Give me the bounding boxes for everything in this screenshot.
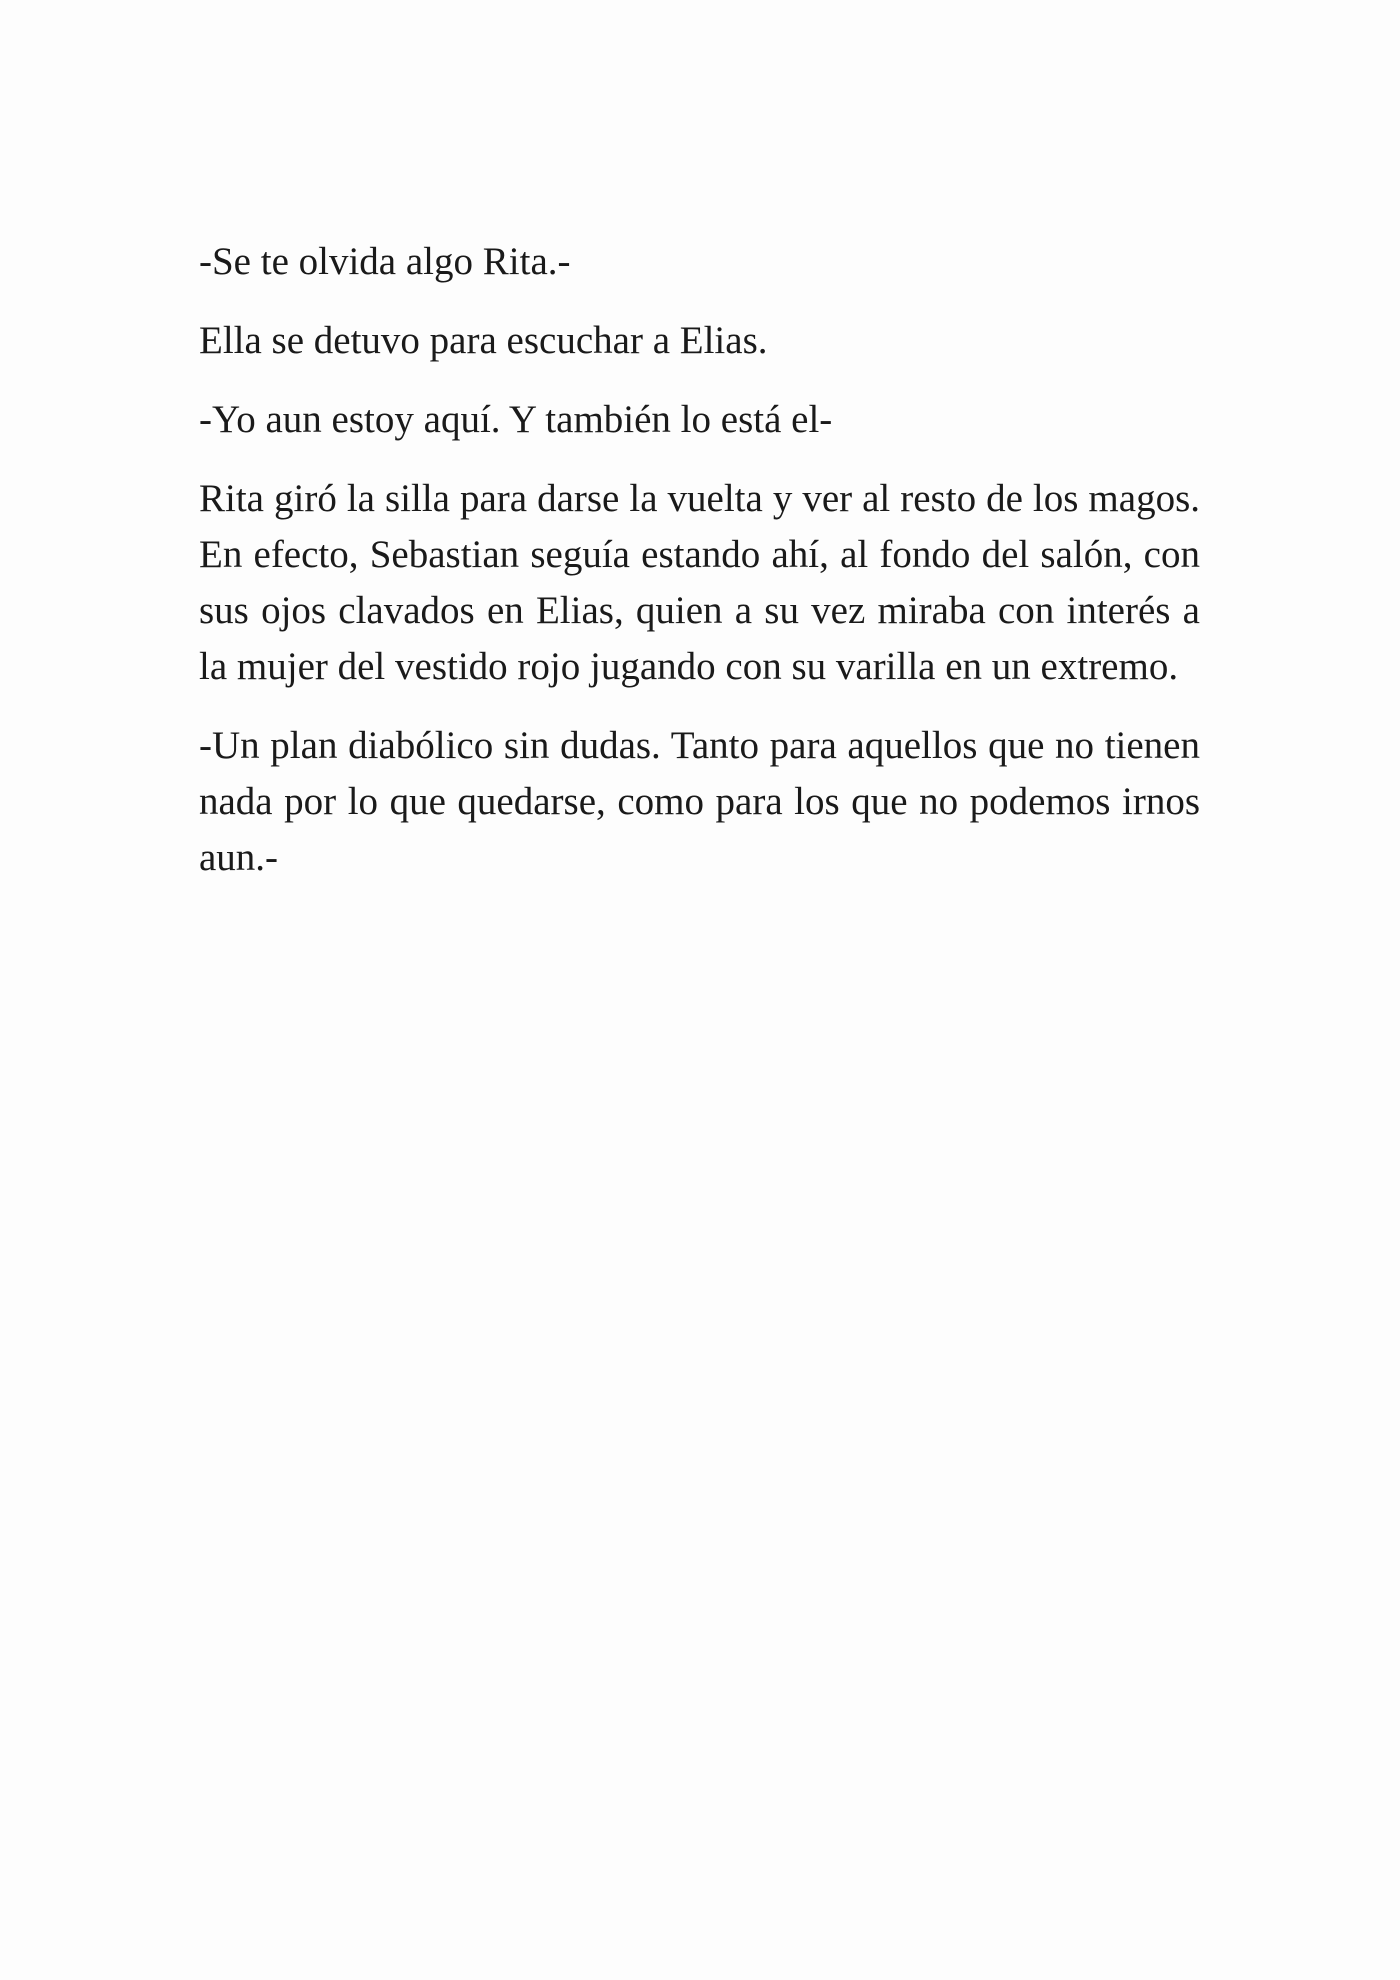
- paragraph-narration-2: Rita giró la silla para darse la vuelta y ver al resto de los magos. En efecto, Sebastian seguía estando ahí, al fondo del salón, con sus ojos clavados en Elias, quien a su vez miraba con interés a la mujer del vestido rojo jugando con su varilla en un extremo.: [199, 477, 1200, 688]
- paragraph-narration-1: Ella se detuvo para escuchar a Elias.: [199, 319, 768, 362]
- paragraph-dialogue-3: -Un plan diabólico sin dudas. Tanto para aquellos que no tienen nada por lo que quedarse, como para los que no podemos irnos aun.-: [199, 724, 1200, 879]
- paragraph-dialogue-2: -Yo aun estoy aquí. Y también lo está el-: [199, 398, 833, 441]
- paragraph-dialogue-1: -Se te olvida algo Rita.-: [199, 240, 571, 283]
- document-body: [199, 234, 1200, 909]
